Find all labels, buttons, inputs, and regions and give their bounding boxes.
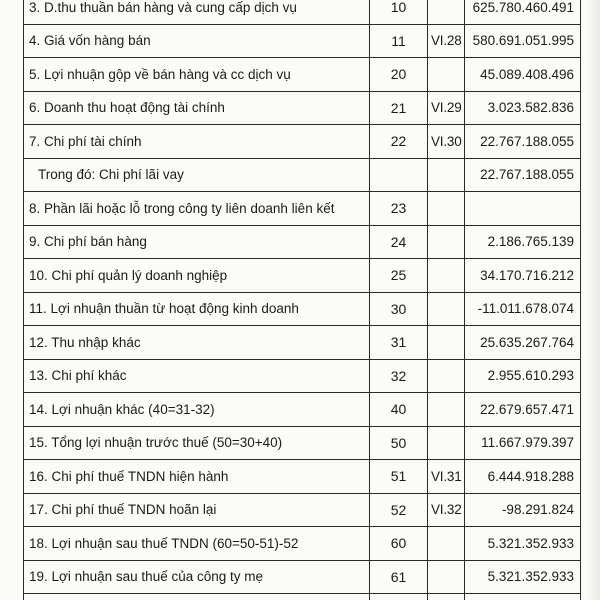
row-item-note — [428, 426, 465, 460]
row-item-value — [465, 594, 581, 600]
row-item-code: 32 — [370, 359, 428, 393]
row-item-value: 2.955.610.293 — [465, 359, 581, 393]
row-item-note — [428, 326, 465, 360]
row-item-name — [24, 594, 370, 600]
row-item-name: 10. Chi phí quản lý doanh nghiệp — [24, 259, 370, 293]
row-item-note — [428, 594, 465, 600]
table-row — [24, 493, 581, 527]
row-item-code: 20 — [370, 58, 428, 92]
row-item-name: 14. Lợi nhuận khác (40=31-32) — [24, 393, 370, 427]
row-item-note — [428, 192, 465, 226]
row-item-name: 9. Chi phí bán hàng — [24, 225, 370, 259]
table-row — [24, 91, 581, 125]
row-item-value: 22.679.657.471 — [465, 393, 581, 427]
row-item-name: 8. Phần lãi hoặc lỗ trong công ty liên doanh liên kết — [24, 192, 370, 226]
row-item-name: 16. Chi phí thuế TNDN hiện hành — [24, 460, 370, 494]
table-row — [24, 259, 581, 293]
row-item-note — [428, 158, 465, 192]
row-item-code: 11 — [370, 24, 428, 58]
row-item-name: 4. Giá vốn hàng bán — [24, 24, 370, 58]
row-item-code: 51 — [370, 460, 428, 494]
table-row — [24, 24, 581, 58]
row-item-code: 40 — [370, 393, 428, 427]
row-item-name: 18. Lợi nhuận sau thuế TNDN (60=50-51)-52 — [24, 527, 370, 561]
table-row — [24, 527, 581, 561]
row-item-value: 5.321.352.933 — [465, 527, 581, 561]
table-row — [24, 359, 581, 393]
row-item-code: 50 — [370, 426, 428, 460]
row-item-note — [428, 58, 465, 92]
row-item-note — [428, 527, 465, 561]
table-row — [24, 192, 581, 226]
row-item-value: -11.011.678.074 — [465, 292, 581, 326]
table-row — [24, 326, 581, 360]
row-item-value: 2.186.765.139 — [465, 225, 581, 259]
row-item-note — [428, 359, 465, 393]
row-item-value: 6.444.918.288 — [465, 460, 581, 494]
row-item-value: 45.089.408.496 — [465, 58, 581, 92]
row-item-value: 5.321.352.933 — [465, 560, 581, 594]
row-item-note — [428, 560, 465, 594]
table-row — [24, 426, 581, 460]
table-row — [24, 0, 581, 24]
row-item-code: 60 — [370, 527, 428, 561]
table-row — [24, 58, 581, 92]
row-item-name: 19. Lợi nhuận sau thuế của công ty mẹ — [24, 560, 370, 594]
table-row — [24, 125, 581, 159]
page-edge-shadow — [586, 0, 600, 600]
row-item-name: 3. D.thu thuần bán hàng và cung cấp dịch vụ — [24, 0, 370, 24]
row-item-note — [428, 0, 465, 24]
row-item-note: VI.28 — [428, 24, 465, 58]
row-item-code: 24 — [370, 225, 428, 259]
row-item-code: 10 — [370, 0, 428, 24]
row-item-name: 5. Lợi nhuận gộp về bán hàng và cc dịch vụ — [24, 58, 370, 92]
table-row — [24, 158, 581, 192]
row-item-code: 23 — [370, 192, 428, 226]
row-item-name: Trong đó: Chi phí lãi vay — [24, 158, 370, 192]
row-item-value: 580.691.051.995 — [465, 24, 581, 58]
row-item-note — [428, 225, 465, 259]
row-item-note: VI.30 — [428, 125, 465, 159]
row-item-name: 11. Lợi nhuận thuần từ hoạt động kinh doanh — [24, 292, 370, 326]
income-statement-body — [24, 0, 581, 600]
row-item-name: 7. Chi phí tài chính — [24, 125, 370, 159]
row-item-note: VI.31 — [428, 460, 465, 494]
row-item-value: 25.635.267.764 — [465, 326, 581, 360]
row-item-value: -98.291.824 — [465, 493, 581, 527]
row-item-name: 6. Doanh thu hoạt động tài chính — [24, 91, 370, 125]
row-item-value — [465, 192, 581, 226]
row-item-name: 13. Chi phí khác — [24, 359, 370, 393]
row-item-code: 21 — [370, 91, 428, 125]
row-item-code: 52 — [370, 493, 428, 527]
row-item-code — [370, 594, 428, 600]
row-item-name: 15. Tổng lợi nhuận trước thuế (50=30+40) — [24, 426, 370, 460]
table-row — [24, 292, 581, 326]
row-item-code — [370, 158, 428, 192]
row-item-code: 31 — [370, 326, 428, 360]
table-row — [24, 594, 581, 600]
row-item-note — [428, 292, 465, 326]
income-statement-table — [23, 0, 581, 600]
row-item-value: 22.767.188.055 — [465, 158, 581, 192]
row-item-note: VI.32 — [428, 493, 465, 527]
row-item-name: 12. Thu nhập khác — [24, 326, 370, 360]
row-item-note — [428, 393, 465, 427]
row-item-value: 22.767.188.055 — [465, 125, 581, 159]
row-item-note: VI.29 — [428, 91, 465, 125]
row-item-code: 22 — [370, 125, 428, 159]
row-item-note — [428, 259, 465, 293]
table-row — [24, 560, 581, 594]
row-item-value: 34.170.716.212 — [465, 259, 581, 293]
row-item-code: 25 — [370, 259, 428, 293]
table-row — [24, 460, 581, 494]
row-item-code: 61 — [370, 560, 428, 594]
row-item-value: 3.023.582.836 — [465, 91, 581, 125]
table-row — [24, 225, 581, 259]
row-item-code: 30 — [370, 292, 428, 326]
table-row — [24, 393, 581, 427]
row-item-name: 17. Chi phí thuế TNDN hoãn lại — [24, 493, 370, 527]
row-item-value: 625.780.460.491 — [465, 0, 581, 24]
row-item-value: 11.667.979.397 — [465, 426, 581, 460]
